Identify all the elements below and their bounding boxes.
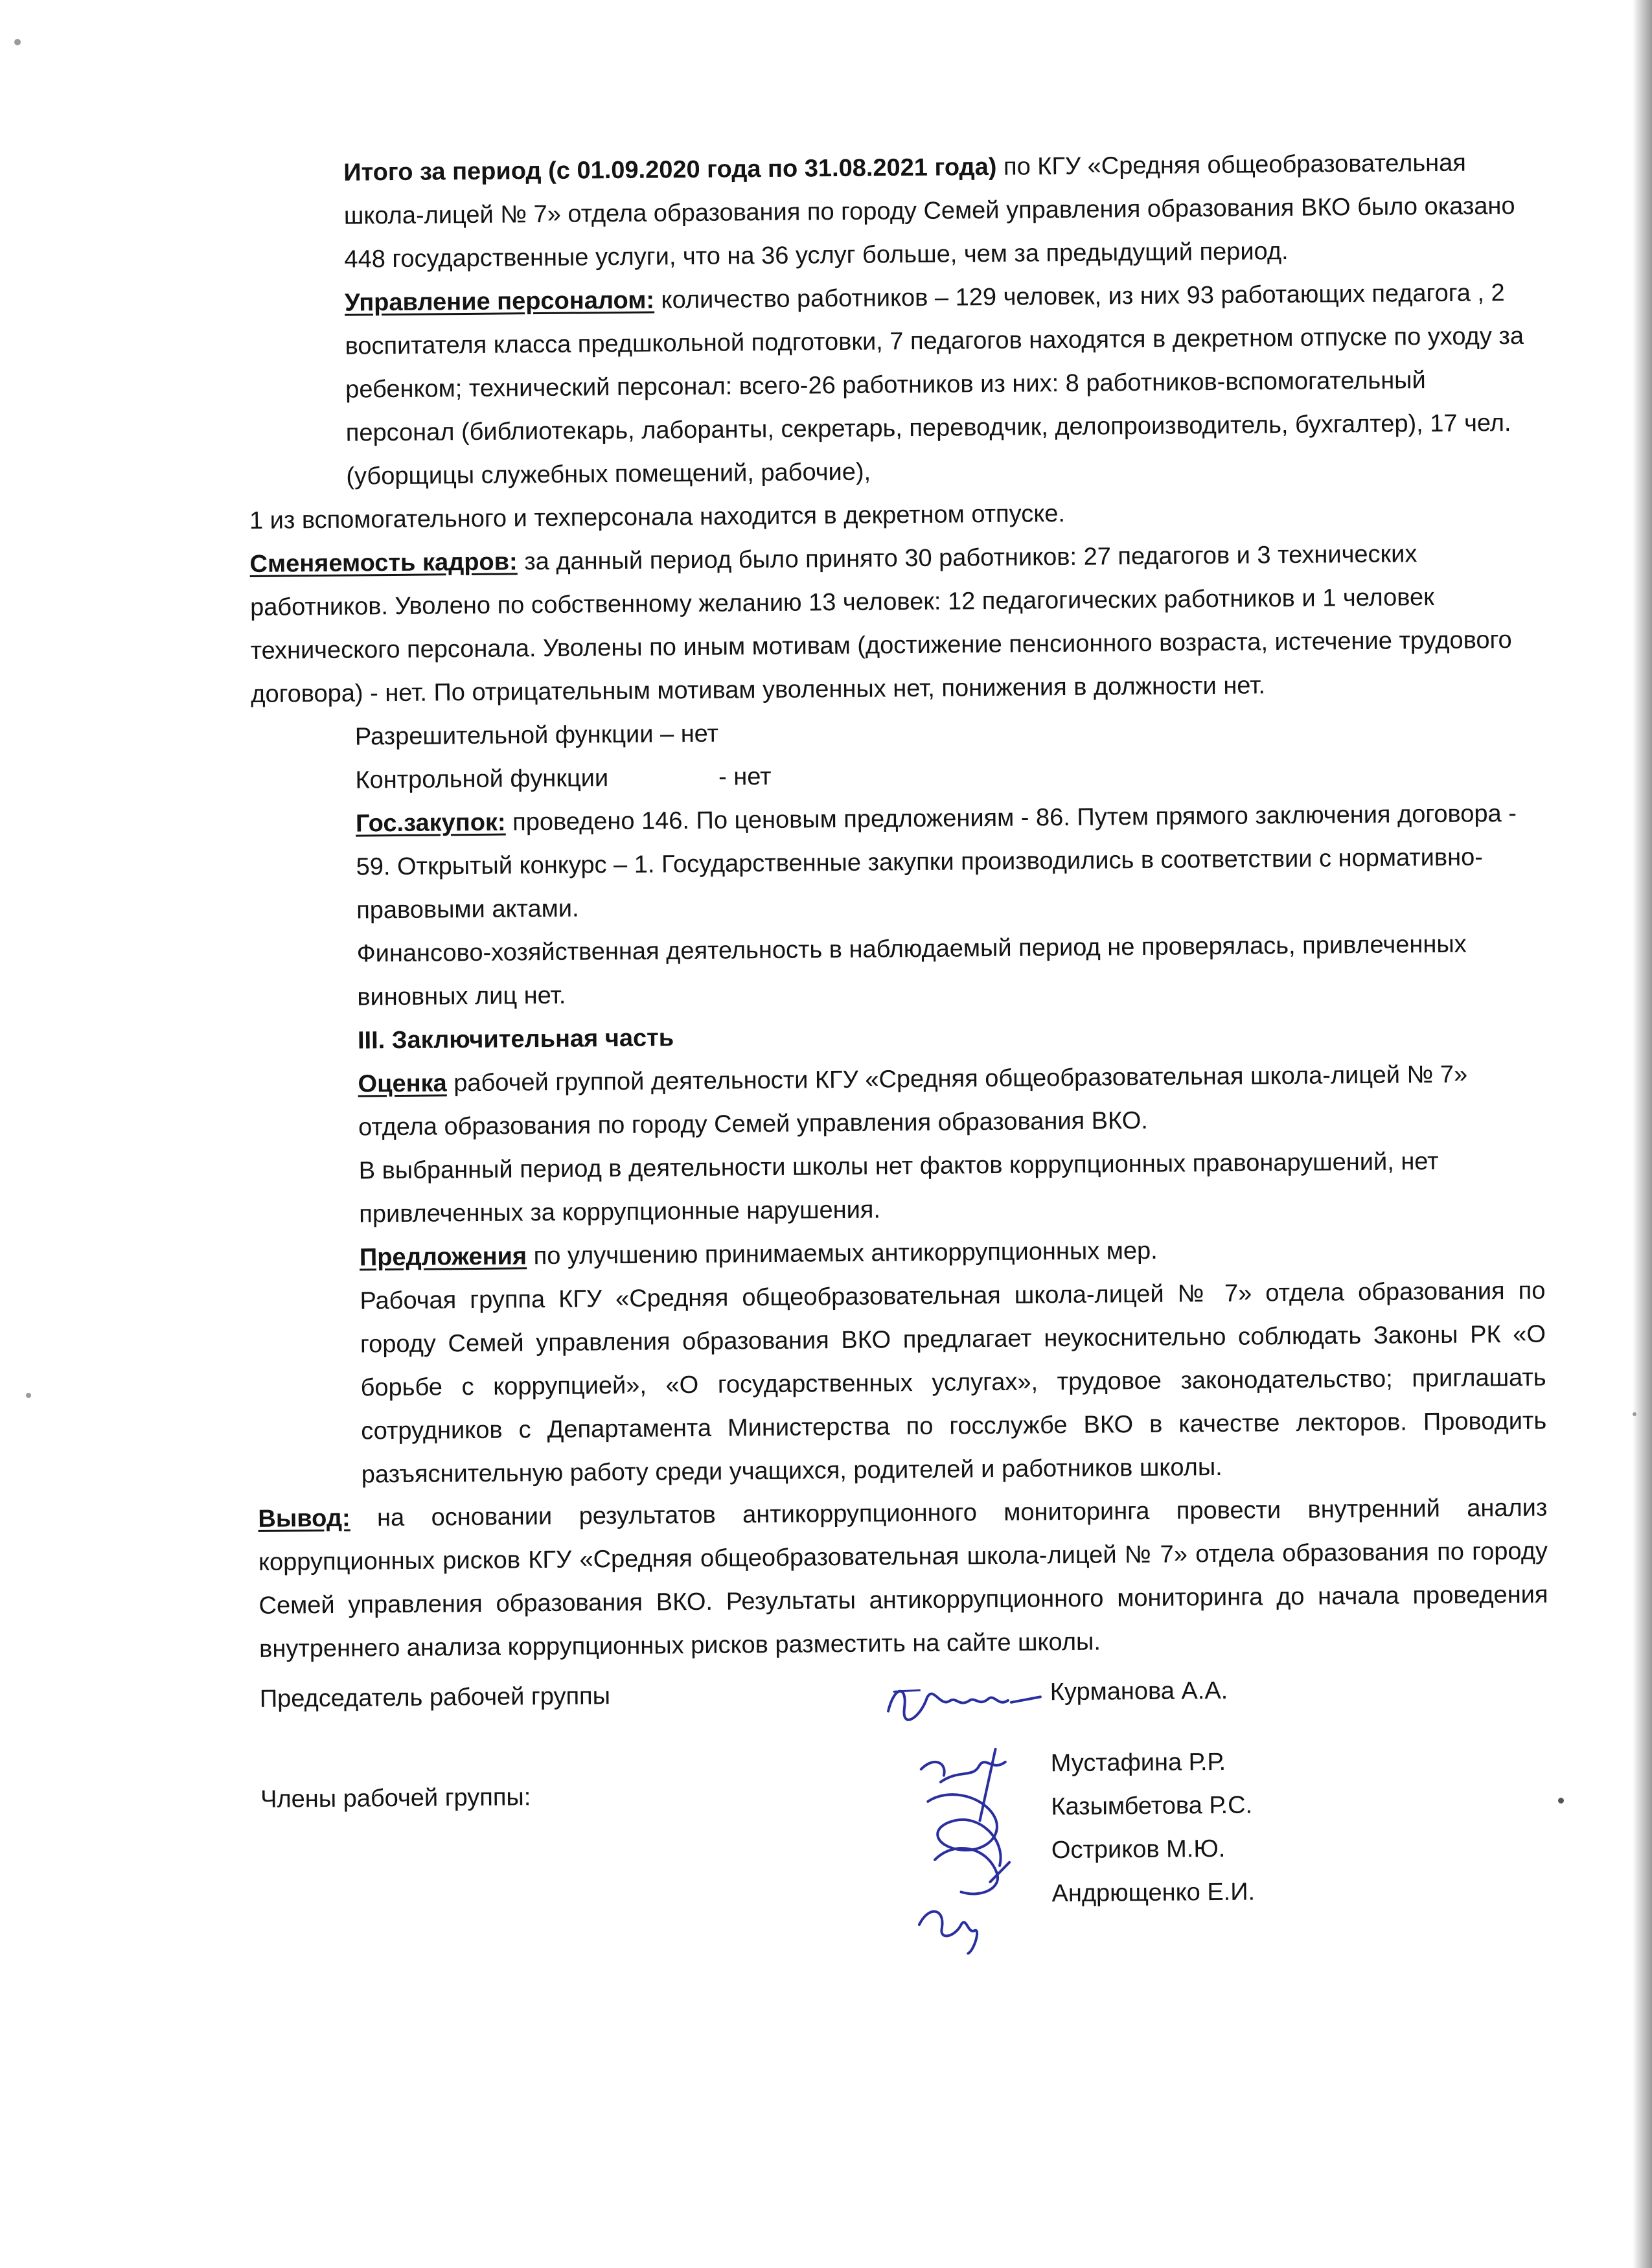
permit-function-value: – нет bbox=[660, 720, 719, 748]
member-name: Андрющенко Е.И. bbox=[1051, 1878, 1256, 1908]
period-total-text: по КГУ «Средняя общеобразовательная школа-лицей № 7» отдела образования по городу Семей управления образования ВКО было оказано 448 государственные услуги, что на 36 услуг больше, чем за предыдущий период. bbox=[343, 149, 1515, 273]
turnover-heading: Сменяемость кадров: bbox=[249, 548, 518, 578]
personnel-text: количество работников – 129 человек, из них 93 работающих педагога , 2 воспитателя класса предшкольной подготовки, 7 педагогов находятся в декретном отпуске по уходу за ребенком; технический персонал: всего-26 работников из них: 8 работников-вспомогательный персонал (библиотекарь, лаборанты, секретарь, переводчик, делопроизводитель, бухгалтер), 17 чел. (уборщицы служебных помещений, рабочие), bbox=[345, 279, 1524, 490]
control-function-value: - нет bbox=[718, 762, 772, 791]
member-name: Мустафина Р.Р. bbox=[1050, 1748, 1226, 1778]
control-function-label: Контрольной функции bbox=[355, 764, 609, 794]
scan-speck bbox=[1558, 1798, 1564, 1804]
paragraph-assessment bbox=[254, 1053, 1544, 1151]
members-signature-row bbox=[260, 1738, 1552, 1963]
scan-speck bbox=[1633, 1412, 1636, 1416]
conclusion-heading: Вывод: bbox=[258, 1504, 350, 1533]
proposals-text: по улучшению принимаемых антикоррупционных мер. bbox=[526, 1237, 1158, 1270]
proposals-heading: Предложения bbox=[359, 1243, 527, 1272]
chair-signature bbox=[882, 1671, 1051, 1730]
period-total-heading: Итого за период (с 01.09.2020 года по 31.08.2021 года) bbox=[343, 153, 997, 187]
personnel-maternity-line: 1 из вспомогательного и техперсонала находится в декретном отпуске. bbox=[249, 499, 1066, 534]
procurement-text: проведено 146. По ценовым предложениям - 86. Путем прямого заключения договора - 59. Открытый конкурс – 1. Государственные закупки производились в соответствии с нормативно-правовыми актами. bbox=[356, 799, 1517, 924]
procurement-heading: Гос.закупок: bbox=[355, 808, 506, 838]
paragraph-procurement bbox=[252, 792, 1543, 934]
personnel-heading: Управление персоналом: bbox=[344, 286, 655, 317]
document-body bbox=[246, 141, 1551, 1963]
paragraph-proposals-body: Рабочая группа КГУ «Средняя общеобразовательная школа-лицей № 7» отдела образования по городу Семей управления образования ВКО предлагает неукоснительно соблюдать Законы РК «О борьбе с коррупцией», «О государственных услугах», трудовое законодательство; приглашать сотрудников с Департамента Министерства по госслужбе ВКО в качестве лекторов. Проводить разъяснительную работу среди учащихся, родителей и работников школы. bbox=[360, 1277, 1547, 1489]
chair-label: Председатель рабочей группы bbox=[259, 1682, 611, 1713]
member-name: Остриков М.Ю. bbox=[1051, 1835, 1226, 1864]
permit-function-label: Разрешительной функции bbox=[354, 720, 654, 751]
paragraph-personnel bbox=[247, 271, 1539, 499]
paragraph-conclusion bbox=[258, 1487, 1548, 1671]
scan-edge-shadow bbox=[1633, 0, 1652, 2268]
paragraph-turnover bbox=[249, 532, 1540, 716]
assessment-heading: Оценка bbox=[358, 1070, 447, 1098]
turnover-text: за данный период было принято 30 работников: 27 педагогов и 3 технических работников. Уволено по собственному желанию 13 человек: 12 педагогических работников и 1 человек технического персонала. Уволены по иным мотивам (достижение пенсионного возраста, истечение трудового договора) - нет. По отрицательным мотивам уволенных нет, понижения в должности нет. bbox=[249, 540, 1512, 708]
paragraph-finance: Финансово-хозяйственная деятельность в наблюдаемый период не проверялась, привлеченных виновных лиц нет. bbox=[356, 930, 1467, 1011]
assessment-text: рабочей группой деятельности КГУ «Средняя общеобразовательная школа-лицей № 7» отдела образования по городу Семей управления образования ВКО. bbox=[358, 1060, 1468, 1141]
chair-signature-row bbox=[260, 1667, 1550, 1736]
paragraph-services-total bbox=[246, 141, 1537, 282]
scan-speck bbox=[14, 39, 21, 45]
members-signatures bbox=[882, 1742, 1052, 1957]
chair-name: Курманова А.А. bbox=[1050, 1677, 1228, 1706]
scan-speck bbox=[26, 1393, 31, 1398]
conclusion-text: на основании результатов антикоррупционного мониторинга провести внутренний анализ коррупционных рисков КГУ «Средняя общеобразовательная школа-лицей № 7» отдела образования по городу Семей управления образования ВКО. Результаты антикоррупционного мониторинга до начала проведения внутреннего анализа коррупционных рисков разместить на сайте школы. bbox=[258, 1494, 1548, 1663]
members-label: Члены рабочей группы: bbox=[260, 1783, 531, 1813]
paragraph-no-violations: В выбранный период в деятельности школы нет фактов коррупционных правонарушений, нет привлеченных за коррупционные нарушения. bbox=[358, 1147, 1439, 1228]
members-names bbox=[1050, 1741, 1255, 1916]
section-heading-conclusion: III. Заключительная часть bbox=[357, 1024, 674, 1055]
member-name: Казымбетова Р.С. bbox=[1051, 1791, 1253, 1821]
